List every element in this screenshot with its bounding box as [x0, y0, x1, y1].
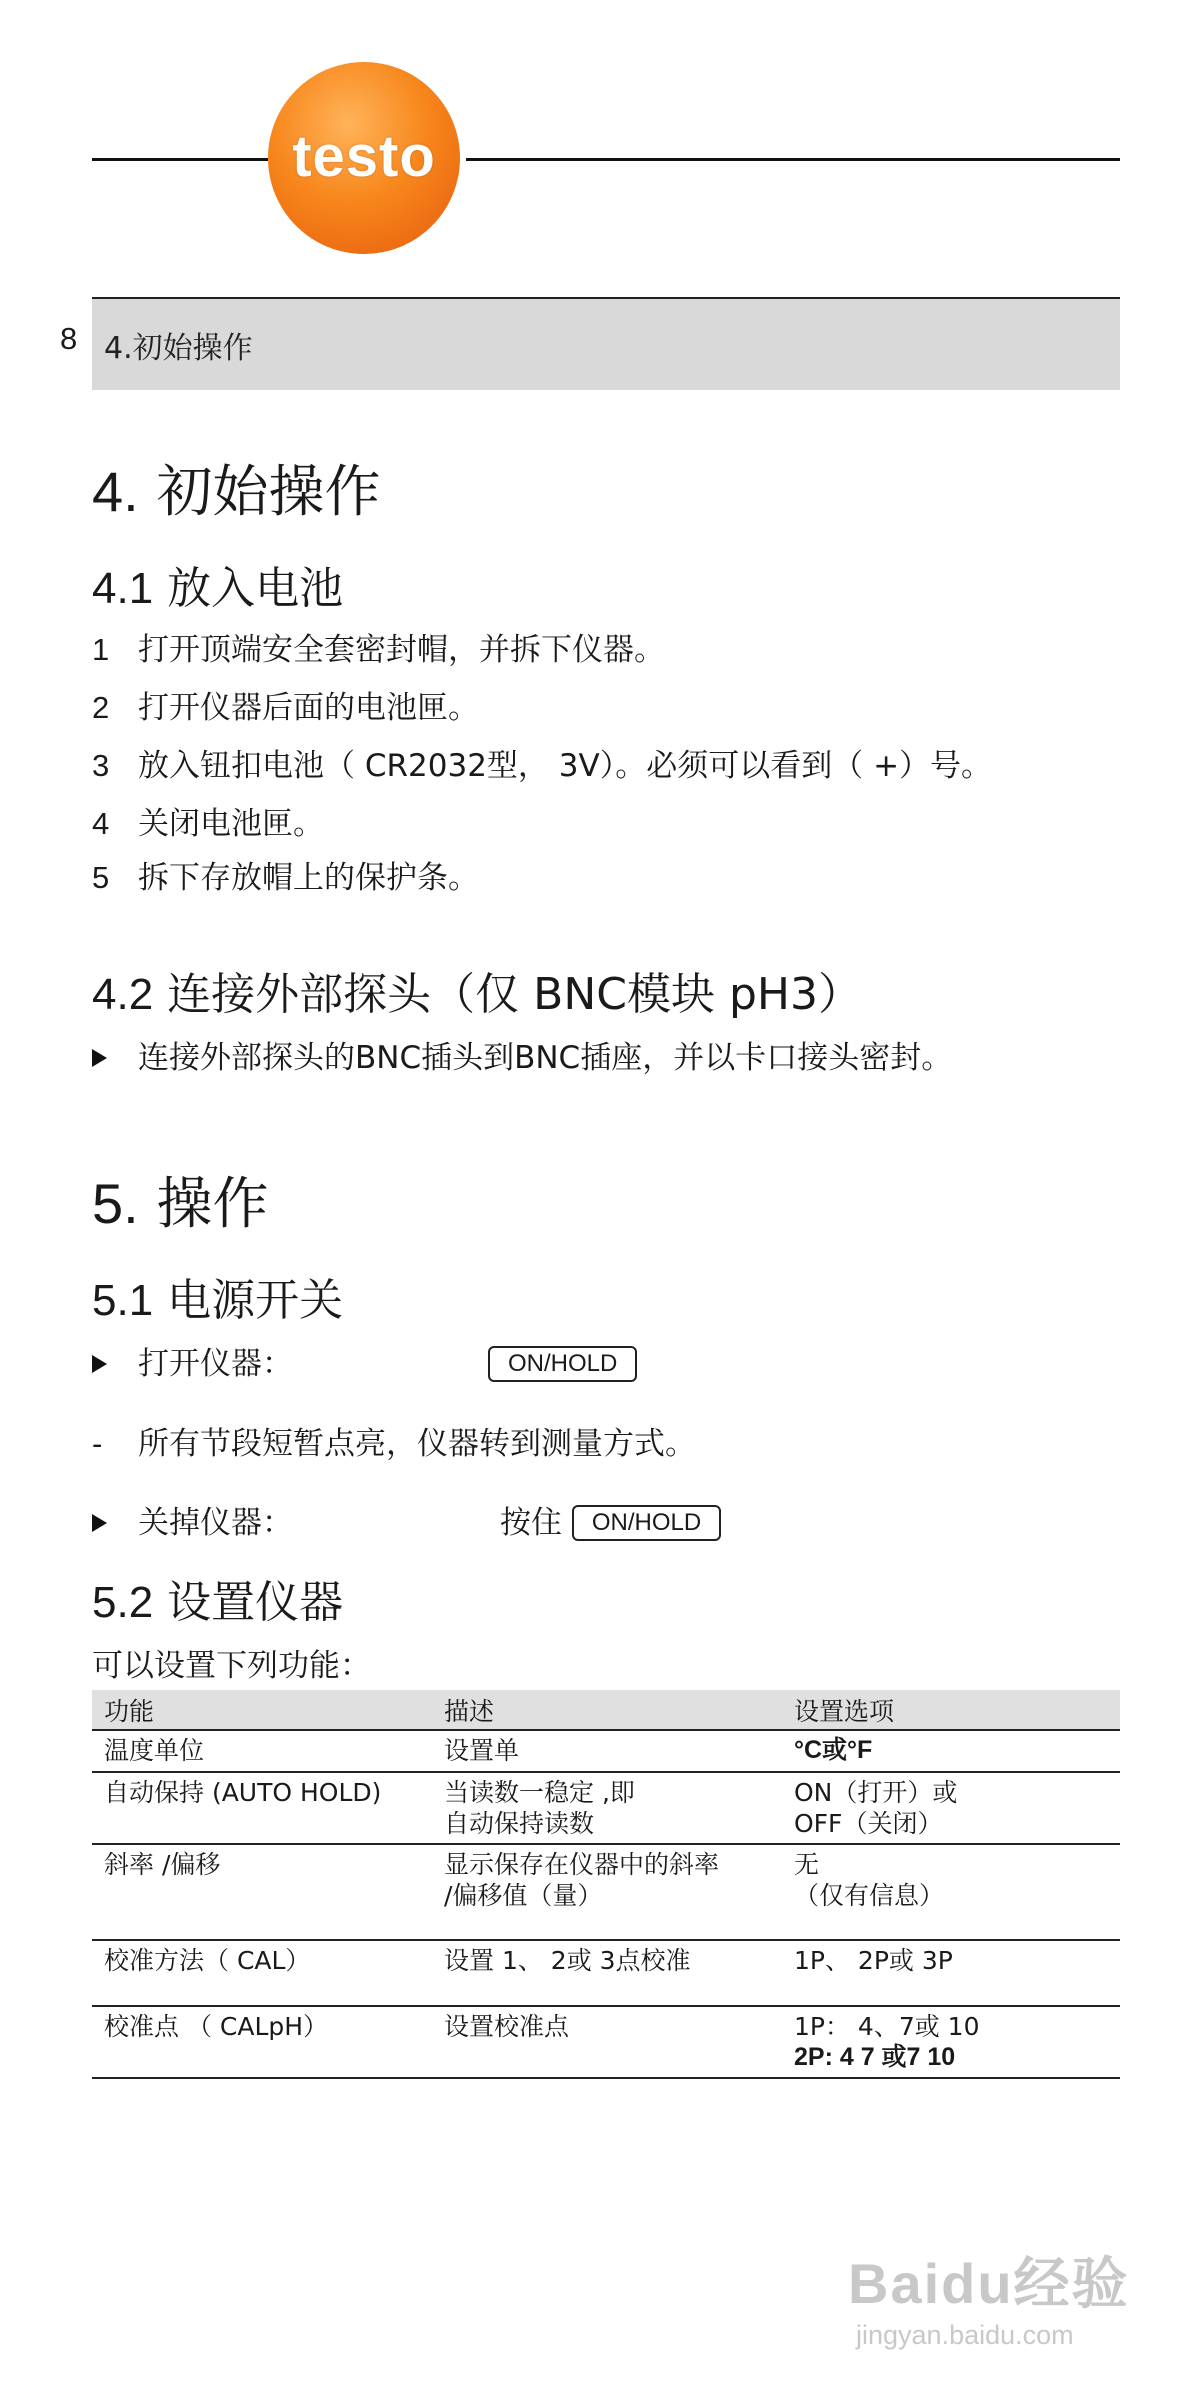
table-row: [92, 1730, 1120, 1772]
bullet-triangle-icon: [92, 1355, 107, 1373]
chapter-band-title: 4.初始操作: [104, 331, 253, 366]
table-cell: 自动保持 (AUTO HOLD): [92, 1772, 432, 1844]
table-cell: 1P、 2P或 3P: [782, 1940, 1120, 2006]
table-cell: 温度单位: [92, 1730, 432, 1772]
list-item: 1 打开顶端安全套密封帽，并拆下仪器。: [92, 632, 665, 668]
testo-logo: testo: [268, 62, 460, 254]
table-cell: 校准方法（ CAL）: [92, 1940, 432, 2006]
table-row: [92, 1940, 1120, 2006]
power-on-item: 打开仪器： ON/HOLD: [92, 1338, 637, 1383]
bullet-item: 连接外部探头的BNC插头到BNC插座，并以卡口接头密封。: [92, 1032, 952, 1077]
column-header: 功能: [92, 1690, 432, 1730]
table-cell: ON（打开）或 OFF（关闭）: [782, 1772, 1120, 1844]
power-off-item: 关掉仪器： 按住 ON/HOLD: [92, 1497, 721, 1542]
bullet-triangle-icon: [92, 1514, 107, 1532]
on-hold-key: ON/HOLD: [572, 1505, 721, 1541]
table-cell: 设置校准点: [432, 2006, 782, 2078]
on-hold-key: ON/HOLD: [488, 1346, 637, 1382]
settings-table: [92, 1690, 1120, 2079]
table-cell: 设置单: [432, 1730, 782, 1772]
table-cell: 当读数一稳定 ,即 自动保持读数: [432, 1772, 782, 1844]
header-rule-left: [92, 158, 268, 161]
baidu-watermark: Baidu经验 jingyan.baidu.com: [848, 2252, 1130, 2350]
column-header: 描述: [432, 1690, 782, 1730]
table-row: [92, 1772, 1120, 1844]
table-cell: 设置 1、 2或 3点校准: [432, 1940, 782, 2006]
section-5-heading: 5. 操作: [92, 1172, 269, 1237]
table-row: [92, 1844, 1120, 1940]
table-cell: 显示保存在仪器中的斜率 /偏移值（量）: [432, 1844, 782, 1940]
table-intro: 可以设置下列功能：: [92, 1648, 371, 1684]
list-item: 3 放入钮扣电池（ CR2032型， 3V）。必须可以看到（ +）号。: [92, 748, 993, 784]
table-cell: 1P： 4、7或 10 2P: 4 7 或7 10: [782, 2006, 1120, 2078]
bullet-triangle-icon: [92, 1049, 107, 1067]
section-5-1-heading: 5.1 电源开关: [92, 1275, 344, 1326]
dash-item: - 所有节段短暂点亮，仪器转到测量方式。: [92, 1426, 696, 1462]
list-item: 2 打开仪器后面的电池匣。: [92, 690, 479, 726]
section-4-1-heading: 4.1 放入电池: [92, 563, 344, 614]
table-cell: 校准点 （ CALpH）: [92, 2006, 432, 2078]
list-item: 5 拆下存放帽上的保护条。: [92, 860, 479, 896]
table-cell: °C或°F: [782, 1730, 1120, 1772]
list-item: 4 关闭电池匣。: [92, 806, 324, 842]
table-cell: 无 （仅有信息）: [782, 1844, 1120, 1940]
section-4-heading: 4. 初始操作: [92, 460, 381, 525]
table-row: [92, 2006, 1120, 2078]
section-5-2-heading: 5.2 设置仪器: [92, 1577, 344, 1628]
header-rule-right: [466, 158, 1120, 161]
page-number: 8: [60, 321, 78, 356]
column-header: 设置选项: [782, 1690, 1120, 1730]
table-header-row: [92, 1690, 1120, 1730]
section-4-2-heading: 4.2 连接外部探头（仅 BNC模块 pH3）: [92, 969, 862, 1020]
table-cell: 斜率 /偏移: [92, 1844, 432, 1940]
